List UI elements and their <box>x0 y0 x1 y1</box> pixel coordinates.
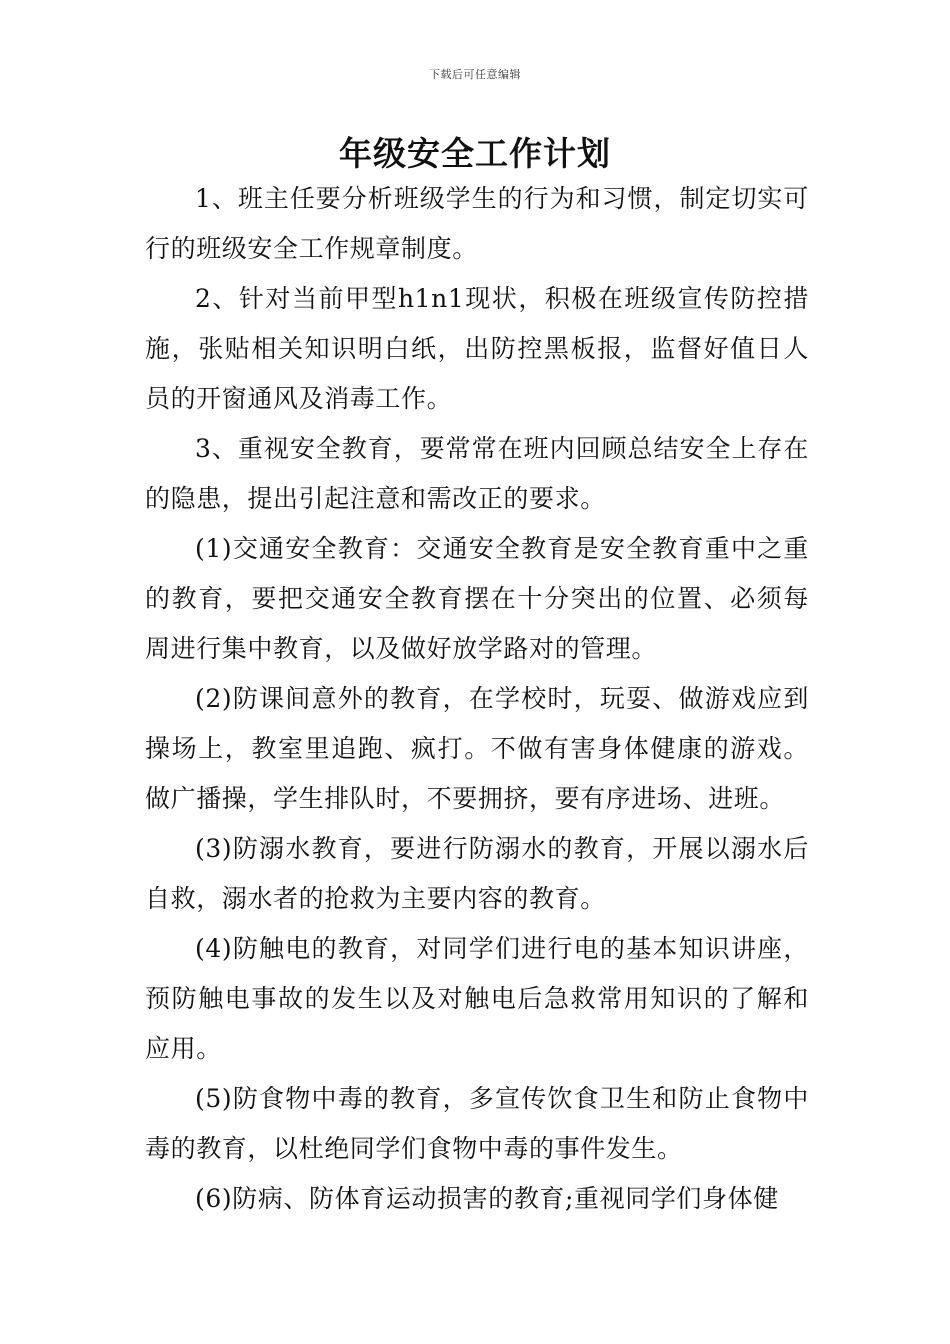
document-body <box>145 174 809 1224</box>
paragraph-1: 1、班主任要分析班级学生的行为和习惯，制定切实可行的班级安全工作规章制度。 <box>145 184 809 263</box>
paragraph-drowning-safety: (3)防溺水教育，要进行防溺水的教育，开展以溺水后自救，溺水者的抢救为主要内容的教育。 <box>145 834 809 913</box>
paragraph-traffic-safety: (1)交通安全教育：交通安全教育是安全教育重中之重的教育，要把交通安全教育摆在十分突出的位置、必须每周进行集中教育，以及做好放学路对的管理。 <box>145 534 809 663</box>
paragraph-sports-safety: (6)防病、防体育运动损害的教育;重视同学们身体健 <box>195 1184 779 1213</box>
paragraph-2: 2、针对当前甲型h1n1现状，积极在班级宣传防控措施，张贴相关知识明白纸，出防控黑板报，监督好值日人员的开窗通风及消毒工作。 <box>145 284 809 413</box>
paragraph-recess-safety: (2)防课间意外的教育，在学校时，玩耍、做游戏应到操场上，教室里追跑、疯打。不做有害身体健康的游戏。做广播操，学生排队时，不要拥挤，要有序进场、进班。 <box>145 684 809 813</box>
document-title: 年级安全工作计划 <box>339 134 611 173</box>
paragraph-electric-safety: (4)防触电的教育，对同学们进行电的基本知识讲座，预防触电事故的发生以及对触电后急救常用知识的了解和应用。 <box>145 934 809 1063</box>
paragraph-food-safety: (5)防食物中毒的教育，多宣传饮食卫生和防止食物中毒的教育，以杜绝同学们食物中毒的事件发生。 <box>145 1084 809 1163</box>
paragraph-3: 3、重视安全教育，要常常在班内回顾总结安全上存在的隐患，提出引起注意和需改正的要求。 <box>145 434 809 513</box>
header-note: 下载后可任意编辑 <box>429 68 521 81</box>
